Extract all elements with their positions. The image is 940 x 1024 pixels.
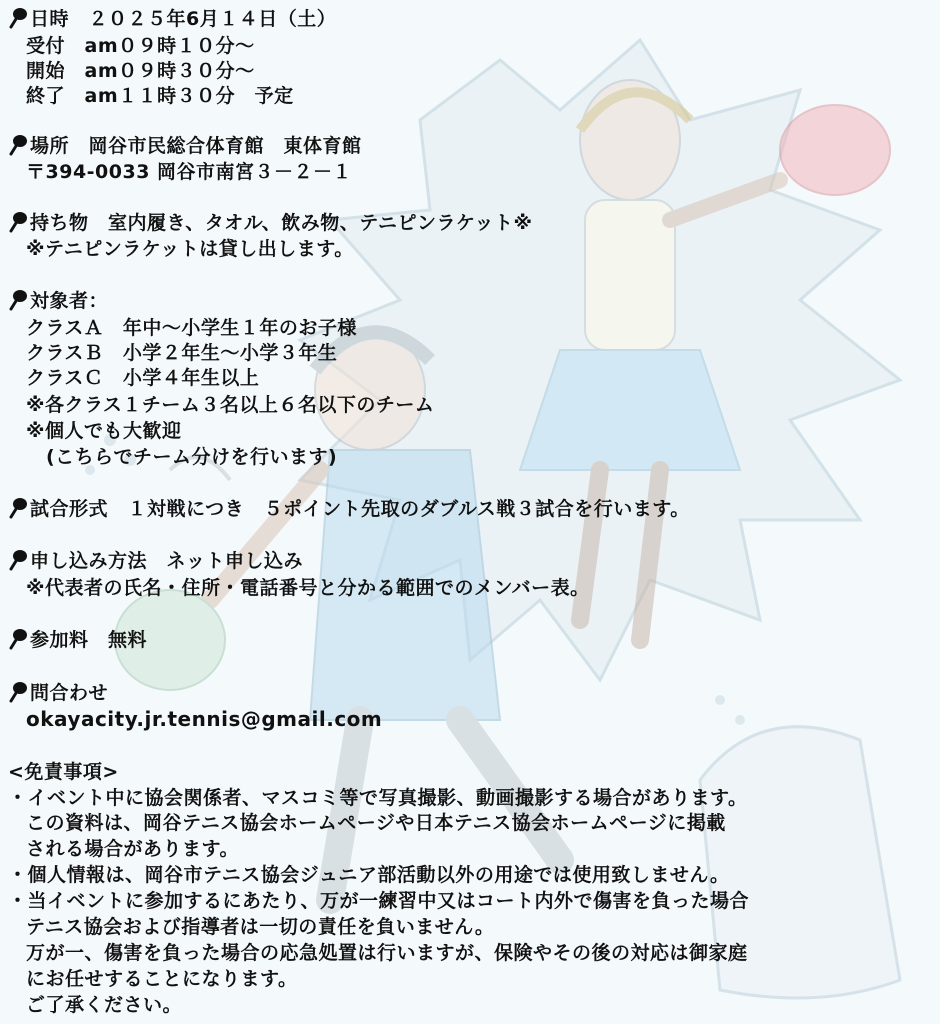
disclaimer-line: ・当イベントに参加するにあたり、万が一練習中又はコート内外で傷害を負った場合 xyxy=(8,890,750,912)
racket-icon xyxy=(8,497,28,519)
contact-email[interactable]: okayacity.jr.tennis@gmail.com xyxy=(26,707,383,731)
disclaimer-line: にお任せすることになります。 xyxy=(26,968,298,990)
racket-icon xyxy=(8,211,28,233)
venue-heading: 場所 岡谷市民総合体育館 東体育館 xyxy=(8,134,362,158)
disclaimer-line: この資料は、岡谷テニス協会ホームページや日本テニス協会ホームページに掲載 xyxy=(26,812,726,834)
application-heading: 申し込み方法 ネット申し込み xyxy=(8,549,303,573)
class-a: クラスＡ 年中～小学生１年のお子様 xyxy=(26,317,357,339)
date-heading: 日時 ２０２５年6月１４日（土） xyxy=(8,7,336,31)
racket-icon xyxy=(8,134,28,156)
class-b: クラスＢ 小学２年生～小学３年生 xyxy=(26,342,338,364)
racket-icon xyxy=(8,7,28,29)
disclaimer-line: ・個人情報は、岡谷市テニス協会ジュニア部活動以外の用途では使用致しません。 xyxy=(8,864,730,886)
disclaimer-line: 万が一、傷害を負った場合の応急処置は行いますが、保険やその後の対応は御家庭 xyxy=(26,942,748,964)
reception-time: 受付 am０９時１０分～ xyxy=(26,35,255,57)
disclaimer-line: テニス協会および指導者は一切の責任を負いません。 xyxy=(26,916,495,938)
racket-rental-note: ※テニピンラケットは貸し出します。 xyxy=(26,238,354,260)
disclaimer-heading: <免責事項> xyxy=(8,761,119,783)
match-format: 試合形式 １対戦につき ５ポイント先取のダブルス戦３試合を行います。 xyxy=(8,497,690,521)
disclaimer-line: ・イベント中に協会関係者、マスコミ等で写真撮影、動画撮影する場合があります。 xyxy=(8,787,748,809)
end-time: 終了 am１１時３０分 予定 xyxy=(26,85,294,107)
team-size-note: ※各クラス１チーム３名以上６名以下のチーム xyxy=(26,394,435,416)
fee: 参加料 無料 xyxy=(8,628,147,652)
team-assignment-note: (こちらでチーム分けを行います) xyxy=(46,446,338,468)
class-c: クラスＣ 小学４年生以上 xyxy=(26,367,260,389)
racket-icon xyxy=(8,549,28,571)
eligibility-heading: 対象者： xyxy=(8,289,108,313)
disclaimer-line: ご了承ください。 xyxy=(26,994,183,1016)
belongings-heading: 持ち物 室内履き、タオル、飲み物、テニピンラケット※ xyxy=(8,211,532,235)
racket-icon xyxy=(8,681,28,703)
racket-icon xyxy=(8,289,28,311)
individual-welcome-note: ※個人でも大歓迎 xyxy=(26,420,182,442)
racket-icon xyxy=(8,628,28,650)
disclaimer-line: される場合があります。 xyxy=(26,838,239,860)
start-time: 開始 am０９時３０分～ xyxy=(26,60,255,82)
contact-heading: 問合わせ xyxy=(8,681,108,705)
application-note: ※代表者の氏名・住所・電話番号と分かる範囲でのメンバー表。 xyxy=(26,577,590,599)
venue-address: 〒394-0033 岡谷市南宮３－２－１ xyxy=(26,161,353,183)
